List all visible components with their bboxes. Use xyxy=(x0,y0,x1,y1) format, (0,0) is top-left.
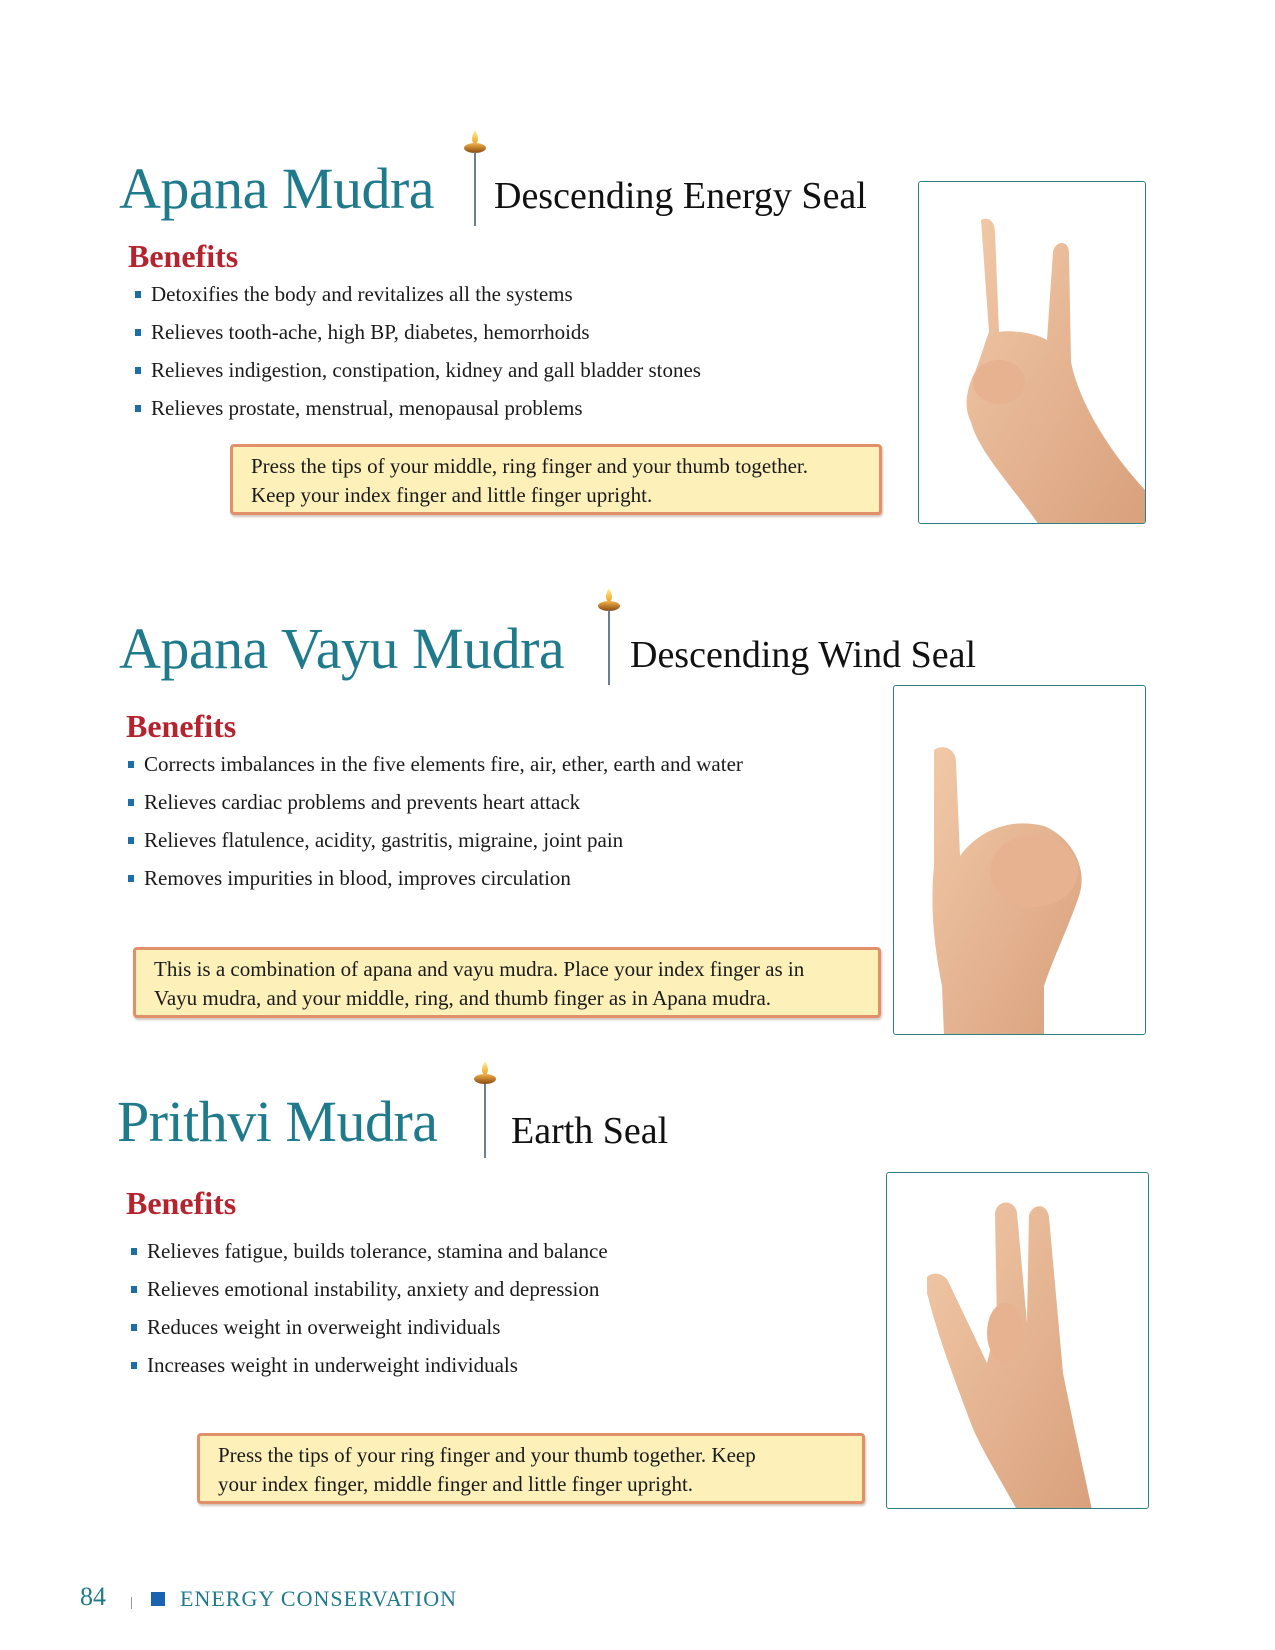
page-number: 84 xyxy=(80,1582,106,1611)
bullet-icon xyxy=(128,799,134,806)
benefits-heading: Benefits xyxy=(126,1185,237,1221)
chapter-square-icon xyxy=(151,1592,165,1606)
benefit-item xyxy=(131,1279,608,1300)
benefits-list xyxy=(135,284,701,436)
benefit-text: Corrects imbalances in the five elements fire, air, ether, earth and water xyxy=(144,752,743,776)
bullet-icon xyxy=(135,329,141,336)
instruction-line: Keep your index finger and little finger upright. xyxy=(251,483,653,507)
mudra-photo xyxy=(918,181,1146,524)
footer-divider xyxy=(131,1597,132,1609)
benefit-item xyxy=(135,322,701,343)
benefit-text: Relieves cardiac problems and prevents heart attack xyxy=(144,790,581,814)
benefit-item xyxy=(131,1241,608,1262)
title-divider xyxy=(608,610,610,685)
instruction-box xyxy=(197,1433,865,1504)
instruction-box xyxy=(133,947,881,1018)
benefit-text: Relieves indigestion, constipation, kidney and gall bladder stones xyxy=(151,358,701,382)
benefits-heading: Benefits xyxy=(126,708,237,744)
hand-apana-vayu-mudra-photo-icon xyxy=(894,686,1146,1035)
benefit-item xyxy=(131,1355,608,1376)
instruction-line: Press the tips of your ring finger and your thumb together. Keep xyxy=(218,1443,756,1467)
hand-apana-mudra-photo-icon xyxy=(919,182,1146,524)
benefits-heading: Benefits xyxy=(128,238,239,274)
benefit-text: Relieves emotional instability, anxiety and depression xyxy=(147,1277,600,1301)
benefit-text: Increases weight in underweight individuals xyxy=(147,1353,518,1377)
title-divider xyxy=(474,152,476,226)
section-subtitle: Earth Seal xyxy=(511,1110,669,1152)
benefit-text: Relieves prostate, menstrual, menopausal problems xyxy=(151,396,583,420)
bullet-icon xyxy=(131,1248,137,1255)
benefit-item xyxy=(135,398,701,419)
instruction-line: This is a combination of apana and vayu mudra. Place your index finger as in xyxy=(154,957,805,981)
benefit-text: Reduces weight in overweight individuals xyxy=(147,1315,501,1339)
hand-prithvi-mudra-photo-icon xyxy=(887,1173,1149,1509)
section-subtitle: Descending Wind Seal xyxy=(630,634,977,676)
instruction-line: Press the tips of your middle, ring finger and your thumb together. xyxy=(251,454,808,478)
section-subtitle: Descending Energy Seal xyxy=(494,175,867,217)
benefit-item xyxy=(135,360,701,381)
chapter-title: ENERGY CONSERVATION xyxy=(180,1586,457,1611)
benefit-item xyxy=(128,868,743,889)
benefit-item xyxy=(128,754,743,775)
benefit-item xyxy=(128,830,743,851)
benefit-text: Relieves flatulence, acidity, gastritis, migraine, joint pain xyxy=(144,828,624,852)
benefit-item xyxy=(135,284,701,305)
benefits-list xyxy=(131,1241,608,1393)
bullet-icon xyxy=(128,837,134,844)
bullet-icon xyxy=(128,875,134,882)
benefits-list xyxy=(128,754,743,906)
mudra-photo xyxy=(893,685,1146,1035)
bullet-icon xyxy=(131,1324,137,1331)
benefit-text: Relieves tooth-ache, high BP, diabetes, hemorrhoids xyxy=(151,320,590,344)
bullet-icon xyxy=(135,405,141,412)
title-divider xyxy=(484,1084,486,1158)
bullet-icon xyxy=(135,291,141,298)
bullet-icon xyxy=(131,1362,137,1369)
instruction-box xyxy=(230,444,882,515)
bullet-icon xyxy=(128,761,134,768)
benefit-item xyxy=(131,1317,608,1338)
bullet-icon xyxy=(131,1286,137,1293)
instruction-line: your index finger, middle finger and little finger upright. xyxy=(218,1472,694,1496)
section-title: Apana Mudra xyxy=(119,156,435,221)
benefit-text: Removes impurities in blood, improves circulation xyxy=(144,866,571,890)
bullet-icon xyxy=(135,367,141,374)
benefit-text: Relieves fatigue, builds tolerance, stamina and balance xyxy=(147,1239,608,1263)
instruction-line: Vayu mudra, and your middle, ring, and thumb finger as in Apana mudra. xyxy=(154,986,772,1010)
mudra-photo xyxy=(886,1172,1149,1509)
section-title: Prithvi Mudra xyxy=(117,1089,438,1154)
benefit-text: Detoxifies the body and revitalizes all the systems xyxy=(151,282,573,306)
benefit-item xyxy=(128,792,743,813)
section-title: Apana Vayu Mudra xyxy=(119,616,565,681)
